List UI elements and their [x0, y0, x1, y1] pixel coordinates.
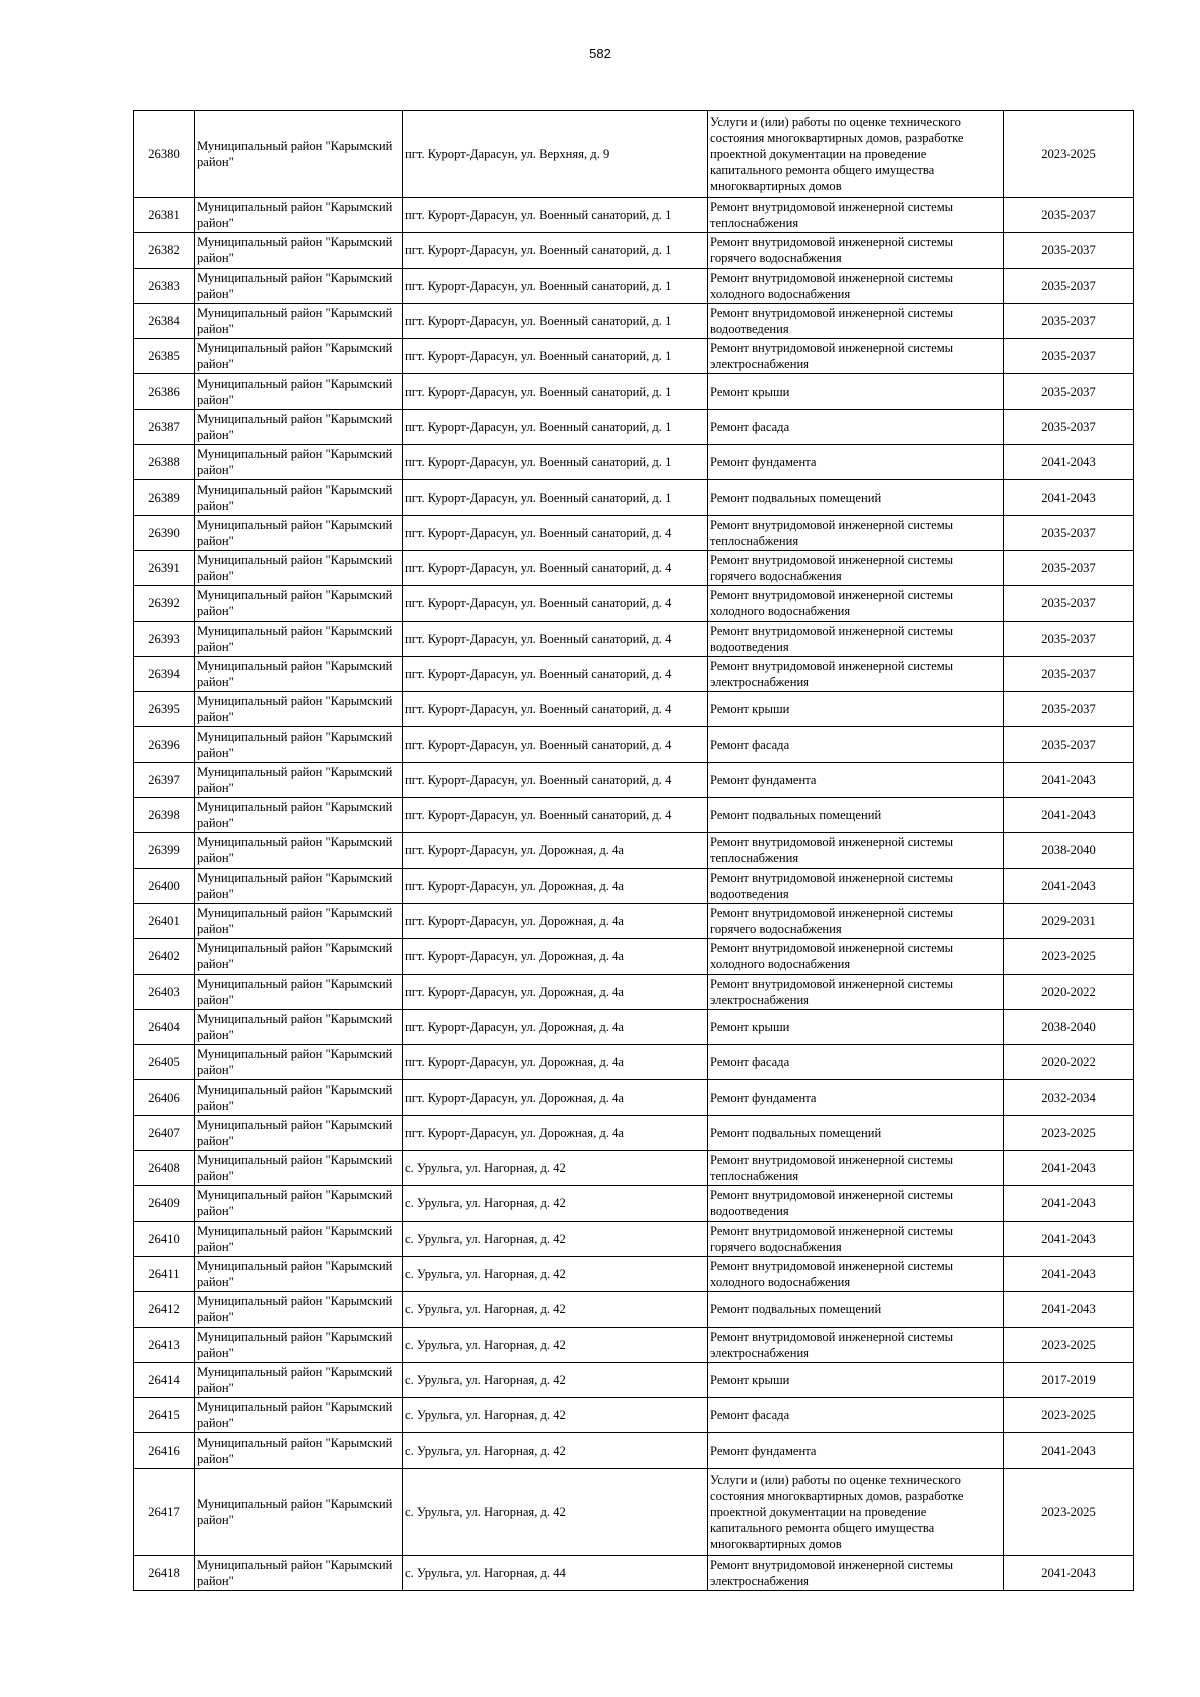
- work-type-cell: Ремонт внутридомовой инженерной системы водоотведения: [708, 303, 1004, 338]
- table-row: [134, 1221, 1134, 1256]
- period-cell: 2035-2037: [1004, 198, 1134, 233]
- municipality-cell: Муниципальный район "Карымский район": [195, 1327, 403, 1362]
- row-number: 26392: [134, 586, 195, 621]
- table-row: [134, 586, 1134, 621]
- period-cell: 2023-2025: [1004, 111, 1134, 198]
- period-cell: 2035-2037: [1004, 692, 1134, 727]
- work-type-cell: Ремонт внутридомовой инженерной системы электроснабжения: [708, 974, 1004, 1009]
- table-row: [134, 1327, 1134, 1362]
- address-cell: пгт. Курорт-Дарасун, ул. Военный санаторий, д. 4: [403, 586, 708, 621]
- work-type-cell: Ремонт внутридомовой инженерной системы водоотведения: [708, 868, 1004, 903]
- row-number: 26401: [134, 903, 195, 938]
- period-cell: 2041-2043: [1004, 1433, 1134, 1468]
- work-type-cell: Ремонт фасада: [708, 1045, 1004, 1080]
- table-row: [134, 833, 1134, 868]
- work-type-cell: Ремонт внутридомовой инженерной системы холодного водоснабжения: [708, 1256, 1004, 1291]
- period-cell: 2029-2031: [1004, 903, 1134, 938]
- table-row: [134, 1362, 1134, 1397]
- municipality-cell: Муниципальный район "Карымский район": [195, 268, 403, 303]
- address-cell: пгт. Курорт-Дарасун, ул. Военный санаторий, д. 1: [403, 480, 708, 515]
- municipality-cell: Муниципальный район "Карымский район": [195, 1398, 403, 1433]
- municipality-cell: Муниципальный район "Карымский район": [195, 1080, 403, 1115]
- period-cell: 2041-2043: [1004, 1186, 1134, 1221]
- municipality-cell: Муниципальный район "Карымский район": [195, 833, 403, 868]
- address-cell: пгт. Курорт-Дарасун, ул. Военный санаторий, д. 4: [403, 692, 708, 727]
- period-cell: 2035-2037: [1004, 374, 1134, 409]
- table-row: [134, 550, 1134, 585]
- municipality-cell: Муниципальный район "Карымский район": [195, 233, 403, 268]
- work-type-cell: Ремонт подвальных помещений: [708, 1292, 1004, 1327]
- work-type-cell: Ремонт фасада: [708, 409, 1004, 444]
- row-number: 26407: [134, 1115, 195, 1150]
- work-type-cell: Ремонт внутридомовой инженерной системы горячего водоснабжения: [708, 903, 1004, 938]
- address-cell: пгт. Курорт-Дарасун, ул. Дорожная, д. 4а: [403, 833, 708, 868]
- row-number: 26412: [134, 1292, 195, 1327]
- repair-registry-table: [133, 110, 1134, 1591]
- row-number: 26416: [134, 1433, 195, 1468]
- table-row: [134, 1256, 1134, 1291]
- table-row: [134, 974, 1134, 1009]
- work-type-cell: Ремонт фасада: [708, 1398, 1004, 1433]
- address-cell: с. Урульга, ул. Нагорная, д. 44: [403, 1555, 708, 1590]
- address-cell: пгт. Курорт-Дарасун, ул. Дорожная, д. 4а: [403, 903, 708, 938]
- table-row: [134, 1555, 1134, 1590]
- municipality-cell: Муниципальный район "Карымский район": [195, 1256, 403, 1291]
- address-cell: пгт. Курорт-Дарасун, ул. Военный санаторий, д. 1: [403, 339, 708, 374]
- row-number: 26398: [134, 798, 195, 833]
- period-cell: 2041-2043: [1004, 445, 1134, 480]
- table-row: [134, 621, 1134, 656]
- address-cell: пгт. Курорт-Дарасун, ул. Военный санаторий, д. 1: [403, 409, 708, 444]
- municipality-cell: Муниципальный район "Карымский район": [195, 1433, 403, 1468]
- address-cell: пгт. Курорт-Дарасун, ул. Военный санаторий, д. 4: [403, 621, 708, 656]
- period-cell: 2038-2040: [1004, 833, 1134, 868]
- period-cell: 2035-2037: [1004, 515, 1134, 550]
- address-cell: с. Урульга, ул. Нагорная, д. 42: [403, 1433, 708, 1468]
- registry-body: [134, 111, 1134, 1591]
- municipality-cell: Муниципальный район "Карымский район": [195, 550, 403, 585]
- address-cell: пгт. Курорт-Дарасун, ул. Военный санаторий, д. 1: [403, 198, 708, 233]
- table-row: [134, 480, 1134, 515]
- municipality-cell: Муниципальный район "Карымский район": [195, 798, 403, 833]
- address-cell: пгт. Курорт-Дарасун, ул. Военный санаторий, д. 4: [403, 515, 708, 550]
- row-number: 26381: [134, 198, 195, 233]
- period-cell: 2023-2025: [1004, 1468, 1134, 1555]
- municipality-cell: Муниципальный район "Карымский район": [195, 339, 403, 374]
- row-number: 26411: [134, 1256, 195, 1291]
- work-type-cell: Ремонт внутридомовой инженерной системы водоотведения: [708, 621, 1004, 656]
- address-cell: пгт. Курорт-Дарасун, ул. Дорожная, д. 4а: [403, 939, 708, 974]
- work-type-cell: Ремонт внутридомовой инженерной системы водоотведения: [708, 1186, 1004, 1221]
- address-cell: пгт. Курорт-Дарасун, ул. Военный санаторий, д. 4: [403, 762, 708, 797]
- work-type-cell: Ремонт внутридомовой инженерной системы теплоснабжения: [708, 515, 1004, 550]
- address-cell: пгт. Курорт-Дарасун, ул. Дорожная, д. 4а: [403, 868, 708, 903]
- municipality-cell: Муниципальный район "Карымский район": [195, 515, 403, 550]
- municipality-cell: Муниципальный район "Карымский район": [195, 445, 403, 480]
- period-cell: 2023-2025: [1004, 1115, 1134, 1150]
- table-row: [134, 798, 1134, 833]
- municipality-cell: Муниципальный район "Карымский район": [195, 727, 403, 762]
- table-row: [134, 762, 1134, 797]
- row-number: 26383: [134, 268, 195, 303]
- address-cell: пгт. Курорт-Дарасун, ул. Военный санаторий, д. 4: [403, 727, 708, 762]
- row-number: 26395: [134, 692, 195, 727]
- period-cell: 2035-2037: [1004, 409, 1134, 444]
- row-number: 26396: [134, 727, 195, 762]
- address-cell: пгт. Курорт-Дарасун, ул. Дорожная, д. 4а: [403, 1009, 708, 1044]
- table-row: [134, 939, 1134, 974]
- row-number: 26386: [134, 374, 195, 409]
- page-number: 582: [589, 46, 611, 61]
- table-row: [134, 1292, 1134, 1327]
- address-cell: пгт. Курорт-Дарасун, ул. Дорожная, д. 4а: [403, 1115, 708, 1150]
- row-number: 26413: [134, 1327, 195, 1362]
- table-row: [134, 198, 1134, 233]
- municipality-cell: Муниципальный район "Карымский район": [195, 1045, 403, 1080]
- work-type-cell: Услуги и (или) работы по оценке технического состояния многоквартирных домов, разработке проектной документации на проведение капитального ремонта общего имущества многоквартирных домов: [708, 111, 1004, 198]
- period-cell: 2035-2037: [1004, 656, 1134, 691]
- row-number: 26394: [134, 656, 195, 691]
- table-row: [134, 1080, 1134, 1115]
- table-row: [134, 903, 1134, 938]
- work-type-cell: Ремонт внутридомовой инженерной системы холодного водоснабжения: [708, 268, 1004, 303]
- table-row: [134, 445, 1134, 480]
- period-cell: 2020-2022: [1004, 974, 1134, 1009]
- table-row: [134, 233, 1134, 268]
- address-cell: с. Урульга, ул. Нагорная, д. 42: [403, 1292, 708, 1327]
- municipality-cell: Муниципальный район "Карымский район": [195, 1468, 403, 1555]
- row-number: 26405: [134, 1045, 195, 1080]
- table-row: [134, 1186, 1134, 1221]
- address-cell: пгт. Курорт-Дарасун, ул. Военный санаторий, д. 1: [403, 374, 708, 409]
- work-type-cell: Ремонт крыши: [708, 692, 1004, 727]
- municipality-cell: Муниципальный район "Карымский район": [195, 409, 403, 444]
- work-type-cell: Ремонт внутридомовой инженерной системы горячего водоснабжения: [708, 550, 1004, 585]
- period-cell: 2023-2025: [1004, 1398, 1134, 1433]
- work-type-cell: Ремонт крыши: [708, 1009, 1004, 1044]
- row-number: 26418: [134, 1555, 195, 1590]
- period-cell: 2041-2043: [1004, 1256, 1134, 1291]
- work-type-cell: Ремонт фундамента: [708, 445, 1004, 480]
- municipality-cell: Муниципальный район "Карымский район": [195, 1115, 403, 1150]
- period-cell: 2035-2037: [1004, 339, 1134, 374]
- row-number: 26404: [134, 1009, 195, 1044]
- work-type-cell: Ремонт внутридомовой инженерной системы горячего водоснабжения: [708, 1221, 1004, 1256]
- work-type-cell: Ремонт крыши: [708, 1362, 1004, 1397]
- municipality-cell: Муниципальный район "Карымский район": [195, 586, 403, 621]
- municipality-cell: Муниципальный район "Карымский район": [195, 621, 403, 656]
- period-cell: 2032-2034: [1004, 1080, 1134, 1115]
- period-cell: 2041-2043: [1004, 1292, 1134, 1327]
- period-cell: 2035-2037: [1004, 303, 1134, 338]
- row-number: 26388: [134, 445, 195, 480]
- period-cell: 2023-2025: [1004, 1327, 1134, 1362]
- table-row: [134, 374, 1134, 409]
- municipality-cell: Муниципальный район "Карымский район": [195, 1362, 403, 1397]
- work-type-cell: Ремонт подвальных помещений: [708, 798, 1004, 833]
- work-type-cell: Ремонт внутридомовой инженерной системы электроснабжения: [708, 339, 1004, 374]
- work-type-cell: Ремонт внутридомовой инженерной системы теплоснабжения: [708, 1151, 1004, 1186]
- municipality-cell: Муниципальный район "Карымский район": [195, 1292, 403, 1327]
- address-cell: с. Урульга, ул. Нагорная, д. 42: [403, 1151, 708, 1186]
- table-row: [134, 1433, 1134, 1468]
- row-number: 26397: [134, 762, 195, 797]
- address-cell: пгт. Курорт-Дарасун, ул. Военный санаторий, д. 1: [403, 268, 708, 303]
- table-row: [134, 656, 1134, 691]
- period-cell: 2035-2037: [1004, 233, 1134, 268]
- row-number: 26391: [134, 550, 195, 585]
- period-cell: 2035-2037: [1004, 621, 1134, 656]
- row-number: 26387: [134, 409, 195, 444]
- table-row: [134, 1009, 1134, 1044]
- address-cell: пгт. Курорт-Дарасун, ул. Военный санаторий, д. 4: [403, 550, 708, 585]
- period-cell: 2041-2043: [1004, 480, 1134, 515]
- period-cell: 2017-2019: [1004, 1362, 1134, 1397]
- period-cell: 2041-2043: [1004, 1555, 1134, 1590]
- address-cell: с. Урульга, ул. Нагорная, д. 42: [403, 1362, 708, 1397]
- work-type-cell: Услуги и (или) работы по оценке технического состояния многоквартирных домов, разработке проектной документации на проведение капитального ремонта общего имущества многоквартирных домов: [708, 1468, 1004, 1555]
- address-cell: пгт. Курорт-Дарасун, ул. Дорожная, д. 4а: [403, 1045, 708, 1080]
- municipality-cell: Муниципальный район "Карымский район": [195, 480, 403, 515]
- municipality-cell: Муниципальный район "Карымский район": [195, 374, 403, 409]
- row-number: 26414: [134, 1362, 195, 1397]
- work-type-cell: Ремонт внутридомовой инженерной системы электроснабжения: [708, 656, 1004, 691]
- address-cell: с. Урульга, ул. Нагорная, д. 42: [403, 1221, 708, 1256]
- work-type-cell: Ремонт подвальных помещений: [708, 480, 1004, 515]
- row-number: 26403: [134, 974, 195, 1009]
- period-cell: 2041-2043: [1004, 1221, 1134, 1256]
- work-type-cell: Ремонт внутридомовой инженерной системы теплоснабжения: [708, 198, 1004, 233]
- table-row: [134, 409, 1134, 444]
- table-row: [134, 1045, 1134, 1080]
- address-cell: пгт. Курорт-Дарасун, ул. Военный санаторий, д. 1: [403, 233, 708, 268]
- period-cell: 2035-2037: [1004, 550, 1134, 585]
- municipality-cell: Муниципальный район "Карымский район": [195, 974, 403, 1009]
- address-cell: пгт. Курорт-Дарасун, ул. Верхняя, д. 9: [403, 111, 708, 198]
- work-type-cell: Ремонт внутридомовой инженерной системы теплоснабжения: [708, 833, 1004, 868]
- table-row: [134, 1151, 1134, 1186]
- period-cell: 2038-2040: [1004, 1009, 1134, 1044]
- table-row: [134, 1115, 1134, 1150]
- period-cell: 2041-2043: [1004, 762, 1134, 797]
- municipality-cell: Муниципальный район "Карымский район": [195, 762, 403, 797]
- row-number: 26390: [134, 515, 195, 550]
- period-cell: 2023-2025: [1004, 939, 1134, 974]
- table-row: [134, 111, 1134, 198]
- address-cell: с. Урульга, ул. Нагорная, д. 42: [403, 1186, 708, 1221]
- period-cell: 2035-2037: [1004, 268, 1134, 303]
- row-number: 26402: [134, 939, 195, 974]
- period-cell: 2041-2043: [1004, 868, 1134, 903]
- work-type-cell: Ремонт внутридомовой инженерной системы холодного водоснабжения: [708, 939, 1004, 974]
- work-type-cell: Ремонт крыши: [708, 374, 1004, 409]
- address-cell: с. Урульга, ул. Нагорная, д. 42: [403, 1256, 708, 1291]
- table-row: [134, 727, 1134, 762]
- municipality-cell: Муниципальный район "Карымский район": [195, 868, 403, 903]
- address-cell: с. Урульга, ул. Нагорная, д. 42: [403, 1398, 708, 1433]
- municipality-cell: Муниципальный район "Карымский район": [195, 1151, 403, 1186]
- work-type-cell: Ремонт подвальных помещений: [708, 1115, 1004, 1150]
- work-type-cell: Ремонт фундамента: [708, 1433, 1004, 1468]
- period-cell: 2035-2037: [1004, 586, 1134, 621]
- address-cell: пгт. Курорт-Дарасун, ул. Военный санаторий, д. 1: [403, 445, 708, 480]
- work-type-cell: Ремонт внутридомовой инженерной системы электроснабжения: [708, 1327, 1004, 1362]
- table-row: [134, 303, 1134, 338]
- address-cell: с. Урульга, ул. Нагорная, д. 42: [403, 1327, 708, 1362]
- municipality-cell: Муниципальный район "Карымский район": [195, 1221, 403, 1256]
- table-row: [134, 339, 1134, 374]
- work-type-cell: Ремонт фасада: [708, 727, 1004, 762]
- municipality-cell: Муниципальный район "Карымский район": [195, 111, 403, 198]
- table-row: [134, 868, 1134, 903]
- municipality-cell: Муниципальный район "Карымский район": [195, 1186, 403, 1221]
- table-row: [134, 1468, 1134, 1555]
- row-number: 26382: [134, 233, 195, 268]
- row-number: 26389: [134, 480, 195, 515]
- address-cell: пгт. Курорт-Дарасун, ул. Военный санаторий, д. 4: [403, 798, 708, 833]
- work-type-cell: Ремонт фундамента: [708, 1080, 1004, 1115]
- address-cell: с. Урульга, ул. Нагорная, д. 42: [403, 1468, 708, 1555]
- row-number: 26408: [134, 1151, 195, 1186]
- work-type-cell: Ремонт фундамента: [708, 762, 1004, 797]
- municipality-cell: Муниципальный район "Карымский район": [195, 303, 403, 338]
- municipality-cell: Муниципальный район "Карымский район": [195, 656, 403, 691]
- row-number: 26393: [134, 621, 195, 656]
- municipality-cell: Муниципальный район "Карымский район": [195, 692, 403, 727]
- row-number: 26409: [134, 1186, 195, 1221]
- address-cell: пгт. Курорт-Дарасун, ул. Военный санаторий, д. 4: [403, 656, 708, 691]
- work-type-cell: Ремонт внутридомовой инженерной системы электроснабжения: [708, 1555, 1004, 1590]
- row-number: 26415: [134, 1398, 195, 1433]
- row-number: 26399: [134, 833, 195, 868]
- address-cell: пгт. Курорт-Дарасун, ул. Военный санаторий, д. 1: [403, 303, 708, 338]
- row-number: 26380: [134, 111, 195, 198]
- period-cell: 2041-2043: [1004, 1151, 1134, 1186]
- period-cell: 2041-2043: [1004, 798, 1134, 833]
- period-cell: 2020-2022: [1004, 1045, 1134, 1080]
- row-number: 26400: [134, 868, 195, 903]
- municipality-cell: Муниципальный район "Карымский район": [195, 1555, 403, 1590]
- row-number: 26384: [134, 303, 195, 338]
- row-number: 26385: [134, 339, 195, 374]
- work-type-cell: Ремонт внутридомовой инженерной системы горячего водоснабжения: [708, 233, 1004, 268]
- table-row: [134, 268, 1134, 303]
- table-row: [134, 1398, 1134, 1433]
- work-type-cell: Ремонт внутридомовой инженерной системы холодного водоснабжения: [708, 586, 1004, 621]
- municipality-cell: Муниципальный район "Карымский район": [195, 939, 403, 974]
- table-row: [134, 692, 1134, 727]
- row-number: 26406: [134, 1080, 195, 1115]
- municipality-cell: Муниципальный район "Карымский район": [195, 1009, 403, 1044]
- municipality-cell: Муниципальный район "Карымский район": [195, 903, 403, 938]
- row-number: 26410: [134, 1221, 195, 1256]
- address-cell: пгт. Курорт-Дарасун, ул. Дорожная, д. 4а: [403, 1080, 708, 1115]
- row-number: 26417: [134, 1468, 195, 1555]
- period-cell: 2035-2037: [1004, 727, 1134, 762]
- address-cell: пгт. Курорт-Дарасун, ул. Дорожная, д. 4а: [403, 974, 708, 1009]
- municipality-cell: Муниципальный район "Карымский район": [195, 198, 403, 233]
- table-row: [134, 515, 1134, 550]
